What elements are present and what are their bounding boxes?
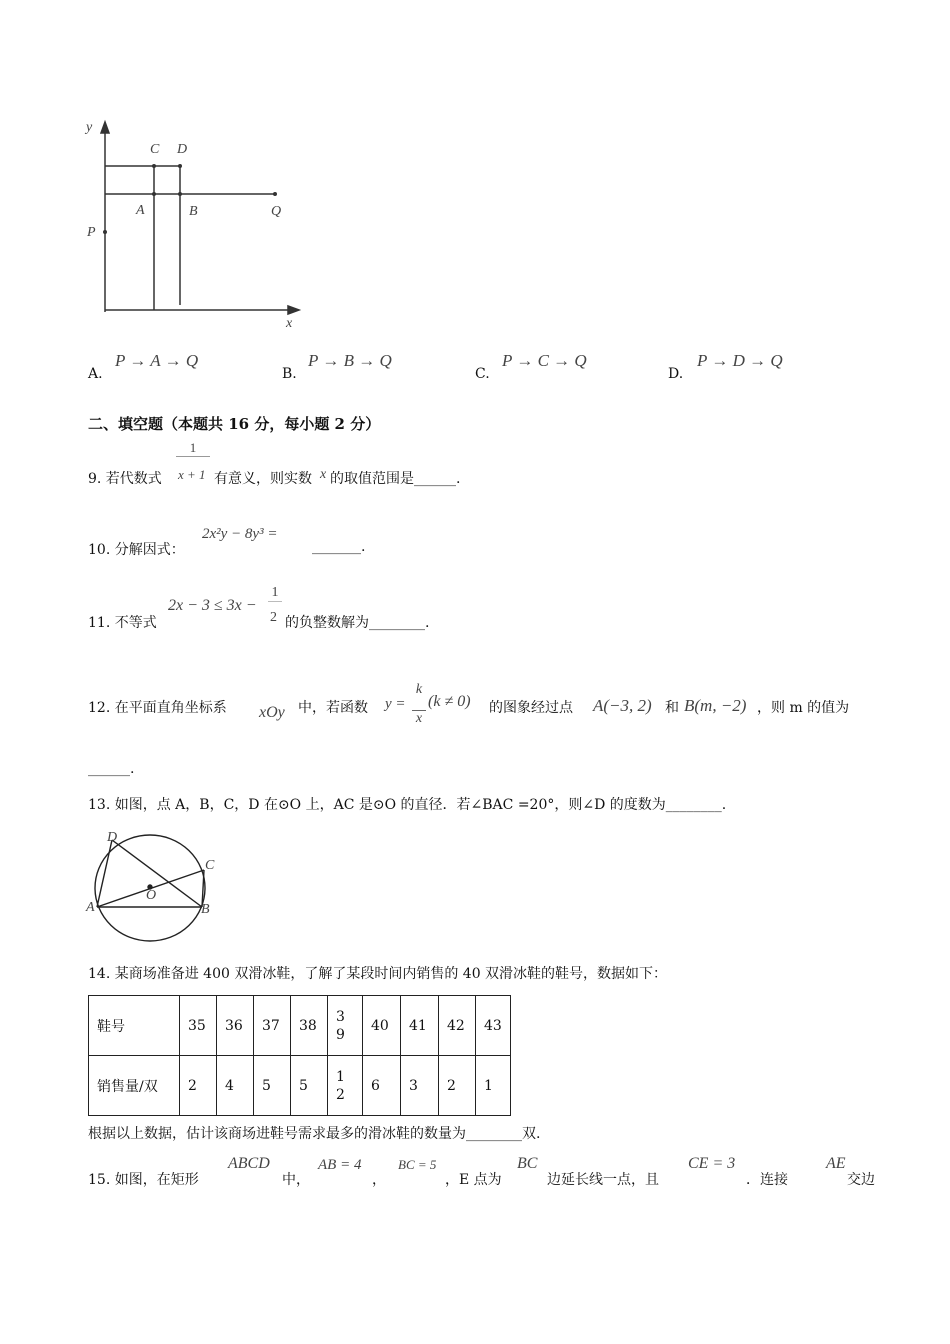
q12-point-b: B(m, −2) (684, 696, 747, 715)
q15-ce: CE = 3 (688, 1155, 736, 1172)
q15-bc-label: BC (517, 1155, 538, 1172)
point-b (178, 192, 182, 196)
q12-and: 和 (665, 700, 679, 716)
q10-formula: 2x²y − 8y³ = (202, 526, 278, 542)
option-a-letter: A. (88, 366, 103, 382)
option-b-text: P → B → Q (308, 351, 392, 370)
label-a: A (136, 203, 145, 218)
table-cell: 40 (363, 996, 401, 1056)
circle-label-d: D (107, 830, 118, 845)
q15-ab: AB = 4 (318, 1157, 362, 1173)
table-cell: 35 (180, 996, 217, 1056)
table-cell: 销售量/双 (89, 1056, 180, 1116)
q12-numerator: k (415, 682, 423, 697)
section-heading: 二、填空题（本题共 16 分，每小题 2 分） (88, 415, 381, 433)
q14-followup: 根据以上数据，估计该商场进鞋号需求最多的滑冰鞋的数量为________双. (88, 1126, 541, 1142)
q9-denominator: x + 1 (178, 467, 206, 482)
q15-text-3: 边延长线一点，且 (547, 1172, 659, 1188)
y-axis-arrow (101, 122, 109, 133)
q12-text: 中，若函数 (298, 700, 368, 716)
label-b: B (189, 204, 198, 219)
point-d (178, 164, 182, 168)
table-cell: 38 (291, 996, 328, 1056)
label-y: y (86, 120, 93, 135)
circle-label-c: C (205, 858, 215, 873)
point-c (152, 164, 156, 168)
coordinate-figure (101, 122, 299, 314)
label-x: x (286, 316, 293, 331)
q10-prefix: 10. 分解因式： (88, 542, 185, 558)
q12-denominator: x (412, 710, 426, 727)
q15-text-5: 交边 (847, 1172, 875, 1188)
point-a (152, 192, 156, 196)
question-13: 13. 如图，点 A，B，C，D 在⊙O 上，AC 是⊙O 的直径．若∠BAC =20°，则∠D 的度数为________. (88, 797, 727, 813)
point-p (103, 230, 107, 234)
table-cell: 4 (217, 1056, 254, 1116)
table-row-sales (89, 1056, 511, 1116)
q15-text-1: 中， (282, 1172, 310, 1188)
q15-prefix: 15. 如图，在矩形 (88, 1172, 199, 1188)
q9-text: 有意义，则实数 (214, 471, 312, 487)
q15-ae: AE (826, 1155, 846, 1172)
table-cell: 6 (363, 1056, 401, 1116)
q15-comma: ， (372, 1172, 386, 1188)
x-axis-arrow (288, 306, 299, 314)
circle-label-o: O (146, 888, 157, 903)
option-c-text: P → C → Q (502, 351, 587, 370)
circle-label-b: B (201, 902, 210, 917)
q12-point-a: A(−3, 2) (593, 696, 652, 715)
q12-function: y = (385, 696, 406, 712)
q9-text-2: 的取值范围是______. (330, 471, 461, 487)
option-d-text: P → D → Q (697, 351, 783, 370)
shoe-size-table (88, 995, 511, 1116)
q12-prefix: 12. 在平面直角坐标系 (88, 700, 227, 716)
table-cell: 1 2 (328, 1056, 363, 1116)
table-row-size (89, 996, 511, 1056)
table-cell: 42 (439, 996, 476, 1056)
point-q (273, 192, 277, 196)
q11-numerator: 1 (268, 585, 282, 602)
q10-blank: _______. (312, 539, 366, 555)
label-c: C (150, 142, 160, 157)
table-cell: 37 (254, 996, 291, 1056)
q11-text: 的负整数解为________. (285, 615, 430, 631)
q15-text-4: ．连接 (746, 1172, 788, 1188)
q11-prefix: 11. 不等式 (88, 615, 157, 631)
circle-label-a: A (86, 900, 95, 915)
chord-ad (97, 840, 112, 907)
question-14: 14. 某商场准备进 400 双滑冰鞋，了解了某段时间内销售的 40 双滑冰鞋的鞋号，数据如下： (88, 966, 668, 982)
table-cell: 43 (476, 996, 511, 1056)
q12-text-3: ，则 m 的值为 (757, 700, 850, 716)
table-cell: 3 9 (328, 996, 363, 1056)
q15-bc: BC = 5 (398, 1157, 437, 1172)
option-b-letter: B. (282, 366, 297, 382)
label-q: Q (271, 204, 282, 219)
table-cell: 1 (476, 1056, 511, 1116)
table-cell: 2 (180, 1056, 217, 1116)
q15-text-2: ，E 点为 (445, 1172, 502, 1188)
option-c-letter: C. (475, 366, 490, 382)
q11-denominator: 2 (270, 610, 277, 625)
q9-prefix: 9. 若代数式 (88, 471, 162, 487)
q11-formula: 2x − 3 ≤ 3x − (168, 597, 257, 614)
table-cell: 3 (401, 1056, 439, 1116)
label-d: D (177, 142, 188, 157)
q12-condition: (k ≠ 0) (428, 693, 471, 710)
table-cell: 鞋号 (89, 996, 180, 1056)
table-cell: 41 (401, 996, 439, 1056)
option-d-letter: D. (668, 366, 684, 382)
q9-numerator: 1 (176, 440, 210, 457)
table-cell: 36 (217, 996, 254, 1056)
table-cell: 5 (291, 1056, 328, 1116)
q9-var: x (320, 467, 327, 482)
label-p: P (87, 225, 96, 240)
q15-rect: ABCD (228, 1155, 270, 1172)
q12-text-2: 的图象经过点 (489, 700, 573, 716)
q12-coord-system: xOy (259, 704, 285, 721)
option-a-text: P → A → Q (115, 351, 199, 370)
q12-blank: ______. (88, 761, 135, 777)
table-cell: 2 (439, 1056, 476, 1116)
table-cell: 5 (254, 1056, 291, 1116)
